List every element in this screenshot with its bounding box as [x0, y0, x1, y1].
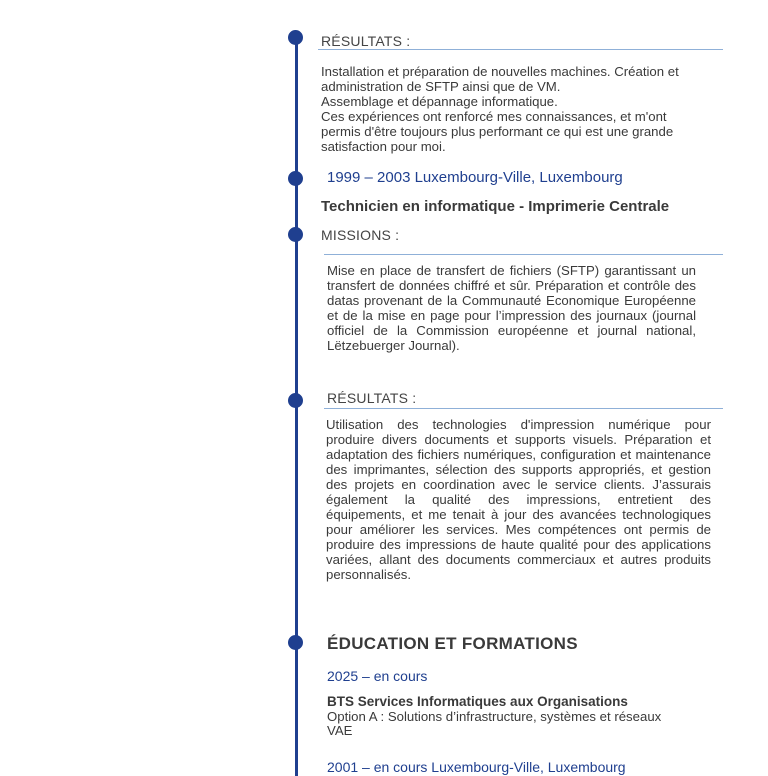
resultats-text: Utilisation des technologies d'impression numérique pour produire divers documents et supports visuels. Préparation et adaptation des fichiers numériques, configuration et maintenance des imprimantes, sélection des supports appropriés, et gestion des projets en coordination avec le service clients. J’assurais également la qualité des impressions, entretient des équipements, et me tenait à jour des avancées technologiques pour améliorer les services. Mes compétences ont permis de produire des impressions de haute qualité pour des applications variées, allant des documents commerciaux et autres produits personnalisés. [326, 417, 711, 582]
text-line: Assemblage et dépannage informatique. [321, 94, 558, 109]
timeline-dot [288, 393, 303, 408]
section-rule [318, 49, 723, 50]
timeline-dot [288, 635, 303, 650]
education-option: Option A : Solutions d’infrastructure, systèmes et réseaux [327, 709, 662, 724]
missions-text: Mise en place de transfert de fichiers (SFTP) garantissant un transfert de données chiffré et sûr. Préparation et contrôle des datas provenant de la Communauté Economique Européenne et de la mise en page pour l’impression des journaux (journal officiel de la Commission européenne et journal national, Lëtzebuerger Journal). [327, 263, 696, 353]
text-line: administration de SFTP ainsi que de VM. [321, 79, 561, 94]
education-title: BTS Services Informatiques aux Organisations [327, 694, 628, 709]
education-date: 2025 – en cours [327, 668, 428, 684]
text-line: Ces expériences ont renforcé mes connaissances, et m'ont [321, 109, 667, 124]
text-line: satisfaction pour moi. [321, 139, 446, 154]
timeline-dot [288, 30, 303, 45]
resultats-heading: RÉSULTATS : [321, 33, 411, 49]
resultats-heading: RÉSULTATS : [327, 390, 417, 406]
missions-heading: MISSIONS : [321, 227, 400, 243]
job-date-location: 1999 – 2003 Luxembourg-Ville, Luxembourg [327, 169, 623, 186]
resultats-text [321, 64, 731, 154]
education-date: 2001 – en cours Luxembourg-Ville, Luxembourg [327, 759, 626, 775]
job-title: Technicien en informatique - Imprimerie Centrale [321, 198, 670, 215]
section-rule [324, 408, 723, 409]
text-line: Installation et préparation de nouvelles machines. Création et [321, 64, 679, 79]
education-note: VAE [327, 723, 353, 738]
timeline-dot [288, 227, 303, 242]
timeline-dot [288, 171, 303, 186]
text-line: permis d'être toujours plus performant ce qui est une grande [321, 124, 674, 139]
education-heading: ÉDUCATION ET FORMATIONS [327, 634, 578, 653]
section-rule [324, 254, 723, 255]
